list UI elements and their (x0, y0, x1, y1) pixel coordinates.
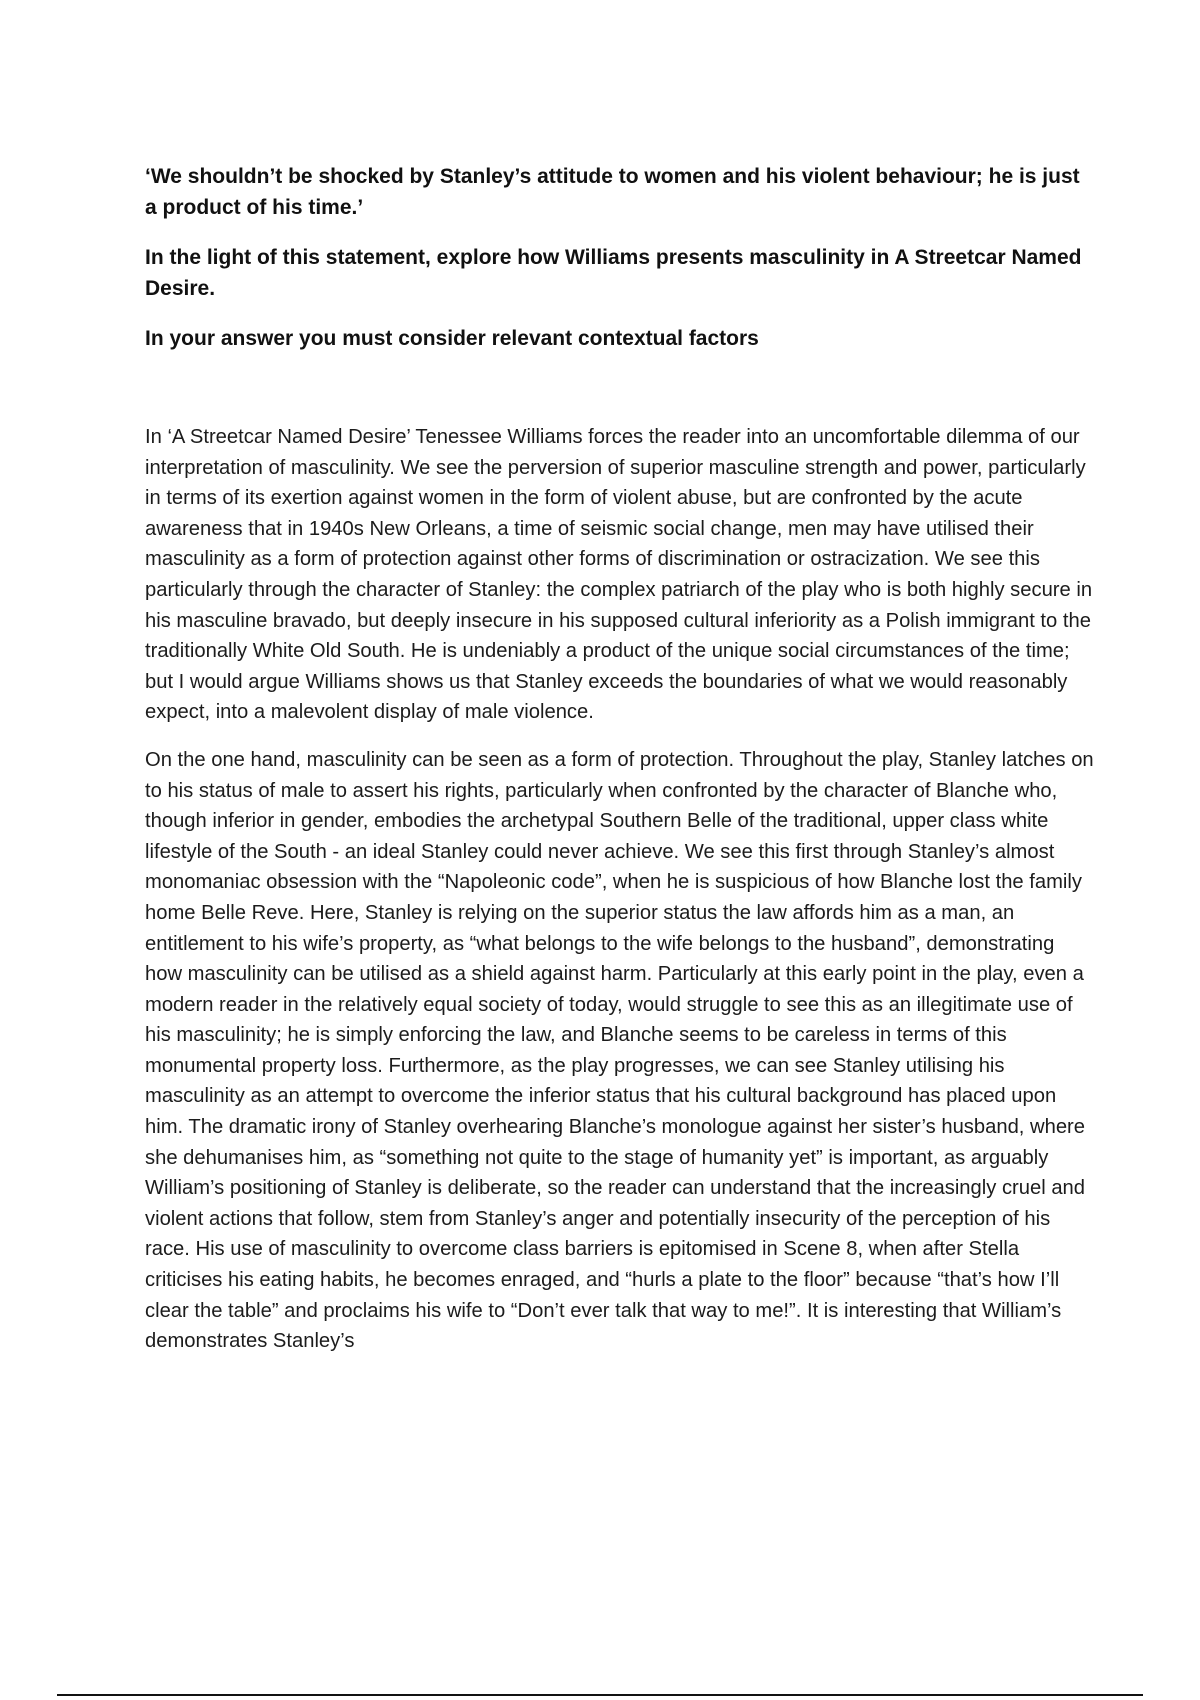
essay-paragraph-argument: On the one hand, masculinity can be seen as a form of protection. Throughout the play, Stanley latches on to his status of male to assert his rights, particularly when confronted by the character of Blanche who, though inferior in gender, embodies the archetypal Southern Belle of the traditional, upper class white lifestyle of the South - an ideal Stanley could never achieve. We see this first through Stanley’s almost monomaniac obsession with the “Napoleonic code”, when he is suspicious of how Blanche lost the family home Belle Reve. Here, Stanley is relying on the superior status the law affords him as a man, an entitlement to his wife’s property, as “what belongs to the wife belongs to the husband”, demonstrating how masculinity can be utilised as a shield against harm. Particularly at this early point in the play, even a modern reader in the relatively equal society of today, would struggle to see this as an illegitimate use of his masculinity; he is simply enforcing the law, and Blanche seems to be careless in terms of this monumental property loss. Furthermore, as the play progresses, we can see Stanley utilising his masculinity as an attempt to overcome the inferior status that his cultural background has placed upon him. The dramatic irony of Stanley overhearing Blanche’s monologue against her sister’s husband, where she dehumanises him, as “something not quite to the stage of humanity yet” is important, as arguably William’s positioning of Stanley is deliberate, so the reader can understand that the increasingly cruel and violent actions that follow, stem from Stanley’s anger and potentially insecurity of the perception of his race. His use of masculinity to overcome class barriers is epitomised in Scene 8, when after Stella criticises his eating habits, he becomes enraged, and “hurls a plate to the floor” because “that’s how I’ll clear the table” and proclaims his wife to “Don’t ever talk that way to me!”. It is interesting that William’s demonstrates Stanley’s (145, 748, 1094, 1353)
essay-paragraph-introduction: In ‘A Streetcar Named Desire’ Tenessee Williams forces the reader into an uncomfortable dilemma of our interpretation of masculinity. We see the perversion of superior masculine strength and power, particularly in terms of its exertion against women in the form of violent abuse, but are confronted by the acute awareness that in 1940s New Orleans, a time of seismic social change, men may have utilised their masculinity as a form of protection against other forms of discrimination or ostracization. We see this particularly through the character of Stanley: the complex patriarch of the play who is both highly secure in his masculine bravado, but deeply insecure in his supposed cultural inferiority as a Polish immigrant to the traditionally White Old South. He is undeniably a product of the unique social circumstances of the time; but I would argue Williams shows us that Stanley exceeds the boundaries of what we would reasonably expect, into a malevolent display of male violence. (145, 426, 1093, 724)
footer-divider (57, 1694, 1143, 1696)
essay-body (145, 422, 1095, 1357)
question-instruction: In your answer you must consider relevant contextual factors (145, 327, 759, 350)
question-task: In the light of this statement, explore how Williams presents masculinity in A Streetcar Named Desire. (145, 246, 1082, 300)
page-content (145, 161, 1095, 1374)
question-statement: ‘We shouldn’t be shocked by Stanley’s attitude to women and his violent behaviour; he is just a product of his time.’ (145, 165, 1080, 219)
